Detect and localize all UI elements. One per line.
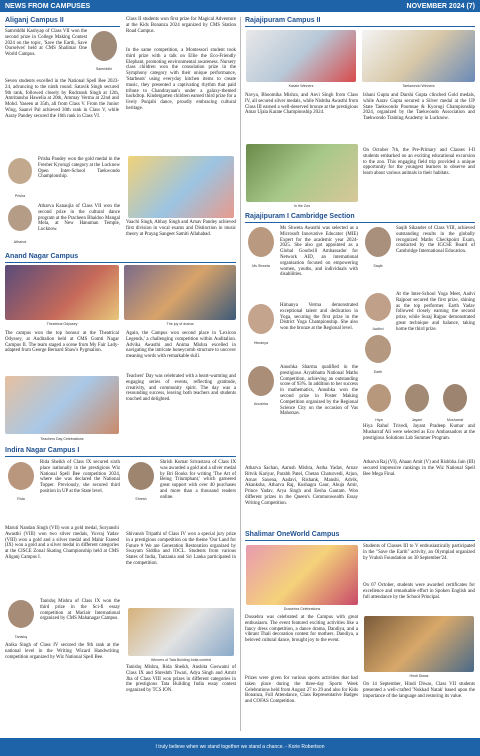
hindi-diwas-photo bbox=[364, 616, 474, 672]
rajaji1-para-3: Anushka Sharma qualified in the prestigious Aryabhatta National Maths Competition, achieving an outstanding score of 93%. In addition to her success in mathematics, Anushka won the second prize in Poster Making Competition organized by the Regional Science City on the occasion of Vas Mahotsav. bbox=[280, 365, 358, 417]
aliganj-para-1: Samriddhi Kashyap of Class VII won the second prize in College Making Contest 2024 on the topic, 'Save the Earth, Save Ourselves' held at CMS Shalimar One World Campus. bbox=[5, 29, 87, 58]
photo-caption: Hiya bbox=[375, 418, 383, 422]
student-photo bbox=[367, 384, 391, 412]
divider bbox=[5, 262, 236, 263]
rajaji1-para-4: Atharva Sachan, Aarush Mishra, Astha Yadav, Arnav Ritvik Kariyar, Parabh Patel, Chetan Chaturvedi, Arjun, Arnav Saxena, Aadavi, Rishank, Manshi, Advik, Akanksha, Atharva Raj, Kushagra Gaur, Ahuja Amir, Prince Yadav, Arya Singh and Eesha Gautam. Won different prizes in the Queen's Commonwealth Essay Writing Competition. bbox=[245, 466, 358, 506]
aliganj-para-3: Prisha Pandey won the gold medal in the Fresher Kyorugi category at the Lucknow Open Inter-School Taekwondo Championship. bbox=[38, 157, 120, 180]
anand-para-2: Again, the Campus won second place in 'Lexicon Legends,' a challenging competition within Auditalion. Advika Awasthi and Anima Mishra excelled in navigating the intricate honeycomb structure to uncover meaning words with remarkable skill. bbox=[126, 331, 236, 360]
teachers-day-photo bbox=[5, 376, 119, 434]
photo-caption: Saqib bbox=[373, 264, 383, 268]
anand-para-1: The campus won the top honour at the Theatrical Odyssey, at Auditalion held at CMS Gomti Nagar Campus II. The team staged a scene from My Fair Lady-adapted from George Bernard Shaw's Pygmalion. bbox=[5, 331, 119, 354]
rajaji1-para-2: Himanya Verma demonstrated exceptional talent and dedication in Yoga, securing the first prize in the District Yoga Championship. She also won the bronze at the Regional level. bbox=[280, 303, 358, 332]
section-title-aliganj: Aliganj Campus II bbox=[5, 17, 64, 24]
student-photo bbox=[8, 600, 34, 628]
photo-caption: Shresh bbox=[135, 497, 147, 501]
header-left: NEWS FROM CAMPUSES bbox=[5, 2, 91, 10]
page-header bbox=[0, 0, 480, 12]
indira-para-5: Shrish Kumar Srivastava of Class IX was awarded a gold and a silver medal by Bri Books for writing 'The Art of Being Triumphant,' which garnered great support with over 40 purchases and more than a thousand readers online. bbox=[160, 460, 236, 500]
section-title-indira: Indira Nagar Campus I bbox=[5, 447, 80, 454]
photo-caption: Aadhvi bbox=[372, 327, 384, 331]
rajaji2-para-3: On October 7th, the Pre-Primary and Classes I-II students embarked on an exciting educational excursion to the zoo. This engaging field trip provided a unique opportunity for the youngest learners to observe and learn about various animals in their habitats. bbox=[363, 148, 475, 177]
photo-caption: In the Zoo bbox=[293, 204, 311, 208]
student-photo bbox=[365, 293, 391, 321]
shalimar-para-2: Prizes were given for various sports activities that had taken place during the three-day Sports Week Celebrations held from August 27 to 29 and also for Kids Bonanza, Full Attendance, Class Representative Badges and COFAS Competition. bbox=[245, 676, 358, 705]
section-title-anand: Anand Nagar Campus bbox=[5, 253, 79, 260]
student-photo bbox=[8, 205, 32, 231]
aliganj-para-2: Seven students excelled in the National Spell Bee 2023-24, advancing to the ninth round. Satavik Singh secured 9th rank, followed closely by Rudransh Singh at 12th, Amritanshu Hawelia at 20th, Ammay Verma at 22nd and Mohd. Yaseen at 35th, all from Class V. From the Junior Wing, Saanvi Pal achieved 30th rank in Class V, while Aaray Pandey secured the 16th rank in Class VI. bbox=[5, 79, 119, 119]
column-divider bbox=[240, 17, 241, 731]
header-right: NOVEMBER 2024 (7) bbox=[406, 2, 475, 10]
rajaji2-para-1: Navya, Bhoomika Mishra, and Anvi Singh from Class IV, all secured silver medals, while Nishtha Awasthi from Class III earned a well-deserved bronze at the prestigious Amar Ujala Karate Championship 2024. bbox=[245, 93, 358, 116]
rajaji1-para-7: Hiya Rahul Trivedi, Jayant Pradeep Kumar and Musharraf Ali were selected as Eco Ambassadors at the prestigious Solutions Lab Summer Program. bbox=[363, 424, 475, 441]
section-title-rajaji2: Rajajipuram Campus II bbox=[245, 17, 321, 24]
group-photo bbox=[128, 156, 234, 218]
photo-caption: Rida bbox=[17, 497, 25, 501]
zoo-photo bbox=[246, 144, 358, 202]
student-photo bbox=[91, 31, 117, 61]
indira-para-4: Anika Singh of Class IV secured the 9th rank at the national level in the Writing Wizard Handwriting competition organized by Wiz National Spell Bee. bbox=[5, 643, 119, 660]
photo-caption: Ms Shweta bbox=[252, 264, 270, 268]
footer-quote: I truly believe when we stand together we stand a chance. - Korie Robertson bbox=[155, 744, 325, 750]
student-photo bbox=[443, 384, 467, 412]
divider bbox=[245, 540, 475, 541]
photo-caption: Jayant bbox=[411, 418, 423, 422]
student-photo bbox=[405, 384, 429, 412]
photo-caption: Winners of Tata Building India contest bbox=[150, 658, 212, 662]
divider bbox=[245, 26, 475, 27]
photo-caption: Taekwondo Winners bbox=[402, 84, 435, 88]
photo-caption: Prisha bbox=[14, 194, 26, 198]
photo-caption: Teachers Day Celebrations bbox=[40, 437, 84, 441]
photo-caption: Earth bbox=[373, 370, 383, 374]
page-footer bbox=[0, 738, 480, 756]
photo-caption: Samriddhi bbox=[95, 67, 113, 71]
rajaji1-para-1a: Ms Shweta Awasthi was selected as a Microsoft Innovative Educator (MIE) Expert for the academic year 2024-2025. She also got appointed as a Global Goodwill Ambassador for Network AID, an international organisation focused on empowering women, youths, and individuals with disabilities. bbox=[280, 226, 358, 278]
rajaji1-para-8: Atharva Raj (VI), Ahaan Amit (V) and Rishbha Jain (III) secured impressive rankings in the Wiz National Spell Bee Mega Final. bbox=[363, 460, 475, 477]
photo-caption: Karate Winners bbox=[288, 84, 314, 88]
photo-caption: Hindi Diwas bbox=[409, 674, 429, 678]
divider bbox=[5, 456, 236, 457]
drama-photo bbox=[124, 265, 236, 320]
student-photo bbox=[365, 335, 391, 363]
photo-caption: Himanya bbox=[253, 341, 269, 345]
group-photo bbox=[128, 608, 234, 656]
karate-photo bbox=[246, 30, 356, 82]
teacher-photo bbox=[248, 227, 274, 257]
indira-para-6: Shivansh Tripathi of Class IV won a special jury prize in a prestigious competition on the theme 'Our Land for Future # We are Generation Restoration organized by Swayam Siddha and IOCL. Students from various States of India, Tanzania and Sri Lanka participated in the competition. bbox=[126, 532, 236, 566]
taekwondo-photo bbox=[362, 30, 475, 82]
indira-para-1: Rida Sheikh of Class IX secured sixth place nationally in the prestigious Wiz National Spell Bee competition 2024, where she was declared the National Topper. Previously, she secured third position in UP at the State level. bbox=[40, 460, 120, 494]
section-title-rajaji1: Rajajipuram I Cambridge Section bbox=[245, 213, 355, 220]
divider bbox=[245, 222, 475, 223]
student-photo bbox=[8, 462, 34, 490]
photo-caption: Mosharraf bbox=[446, 418, 464, 422]
shalimar-para-3: Students of Classes III to V enthusiastically participated in the "Save the Earth" activity, an Olympiad organized by Vrahsh Foundation on 30 September'24. bbox=[363, 544, 475, 561]
aliganj-para-4: Atharva Kanaujia of Class VII won the second prize in the cultural dance program at the Pracheen Bhaidoo Mangal Mela, at New Hanuman Temple, Lucknow. bbox=[38, 204, 120, 233]
photo-caption: Anushka bbox=[254, 402, 268, 406]
photo-caption: Dussehra Celebrations bbox=[283, 607, 321, 611]
indira-para-3: Tanishq Mishra of Class IX won the third prize in the Sci-fi essay competition at Maclair International organized by CMS Mahanagar Campus. bbox=[40, 599, 120, 622]
dussehra-photo bbox=[246, 545, 358, 605]
student-photo bbox=[128, 462, 154, 490]
student-photo bbox=[248, 304, 274, 334]
rajaji2-para-2: Ishani Gupta and Darshi Gupta clinched Gold medals, while Aarav Gupta secured a Silver medal at the UP State Taekwondo Poomsae & Kyorugi Championship 2024, organized by the Taekwondo Association and Taekwondo Training Academy in Lucknow. bbox=[363, 93, 475, 122]
rajaji1-para-6: At the Inter-School Yoga Meet, Aadvi Rajpoot secured the first prize, shining as the top performer. Earth Yadav followed closely earning the second prize, while Suraj Rajpur demonstrated great technique and balance, taking home the third prize. bbox=[396, 292, 475, 332]
drama-photo bbox=[5, 265, 119, 320]
shalimar-para-5: On 14 September, Hindi Diwas, Class VII students presented a well-crafted 'Nukkad Natak' based upon the importance of the language and restoring its value. bbox=[363, 682, 475, 699]
shalimar-para-1: Dussehra was celebrated at the Campus with great enthusiasm. The event featured exciting activities like a fancy dress competition, a dance drama, Dandiya, and a vibrant Thali decoration contest for mothers. Dandiya, a beloved cultural dance, brought joy to the event. bbox=[245, 615, 358, 644]
shalimar-para-4: On 07 October, students were awarded certificates for excellence and remarkable effort in Spoken English and full attendance by the School Principal. bbox=[363, 583, 475, 600]
aliganj-para-5: Class II students won first prize for Magical Adventure at the Kids Bonanza 2024 organized by CMS Station Road Campus. bbox=[126, 17, 236, 34]
rajaji1-para-5: Saqib Sikander of Class VIII, achieved outstanding results in the globally recognized Maths Checkpoint Exam, conducted by the IGCSE Board of Cambridge International Education. bbox=[396, 226, 475, 255]
aliganj-para-6: In the same competition, a Montessori student took third prize with a talk on Ellie the Eco-Friendly Elephant, promoting environmental awareness. Nursery class children won the consolation prize in the Symphony category with their unique performance, 'Starbeats' using everyday kitchen items to create music, they presented a captivating rhythm that paid tribute to Chandrayaan's under a galaxy-themed backdrop. Kindergarten children earned third prize for a lively Punjabi dance, proudly embracing cultural heritage. bbox=[126, 48, 236, 111]
student-photo bbox=[248, 366, 274, 396]
section-title-shalimar: Shalimar OneWorld Campus bbox=[245, 531, 340, 538]
indira-para-7: Tanishq Mishra, Rida Sheikh, Anshita Goswami of Class IX and Shreshth Tiwari, Adya Singh and Amrit Jha of Class VIII won prizes in different categories in the prestigious Tata Building India essay contest organized by TCS ION. bbox=[126, 665, 236, 694]
student-photo bbox=[8, 158, 32, 184]
aliganj-para-7: Vaachi Singh, Abhay Singh and Arnav Pandey achieved first division in vocal exams and Distinction in music theory at Prayag Sangeet Samiti Allahabad. bbox=[126, 220, 236, 237]
divider bbox=[5, 26, 120, 27]
indira-para-2: Maruti Nandan Singh (VII) won a gold medal, Suryanshi Awasthi (VIII) won two silver medals, Yuvraj Yadav (VIII) won a gold and a silver medal and Mahir Fareed (IX) won a gold and a silver medal in different categories at the CISCE Zonal Skating Championship held at CMS Aliganj Campus I. bbox=[5, 526, 119, 560]
photo-caption: Tanishq bbox=[14, 635, 28, 639]
student-photo bbox=[365, 227, 391, 257]
photo-caption: Theatrical Odyssey bbox=[46, 322, 78, 326]
photo-caption: The joy of drama bbox=[166, 322, 194, 326]
anand-para-3: Teachers' Day was celebrated with a heart-warming and engaging series of events, reflecting gratitude, creativity, and community spirit. The day was a resounding success, leaving both teachers and students touched and delighted. bbox=[126, 374, 236, 403]
photo-caption: Atharva bbox=[13, 240, 27, 244]
